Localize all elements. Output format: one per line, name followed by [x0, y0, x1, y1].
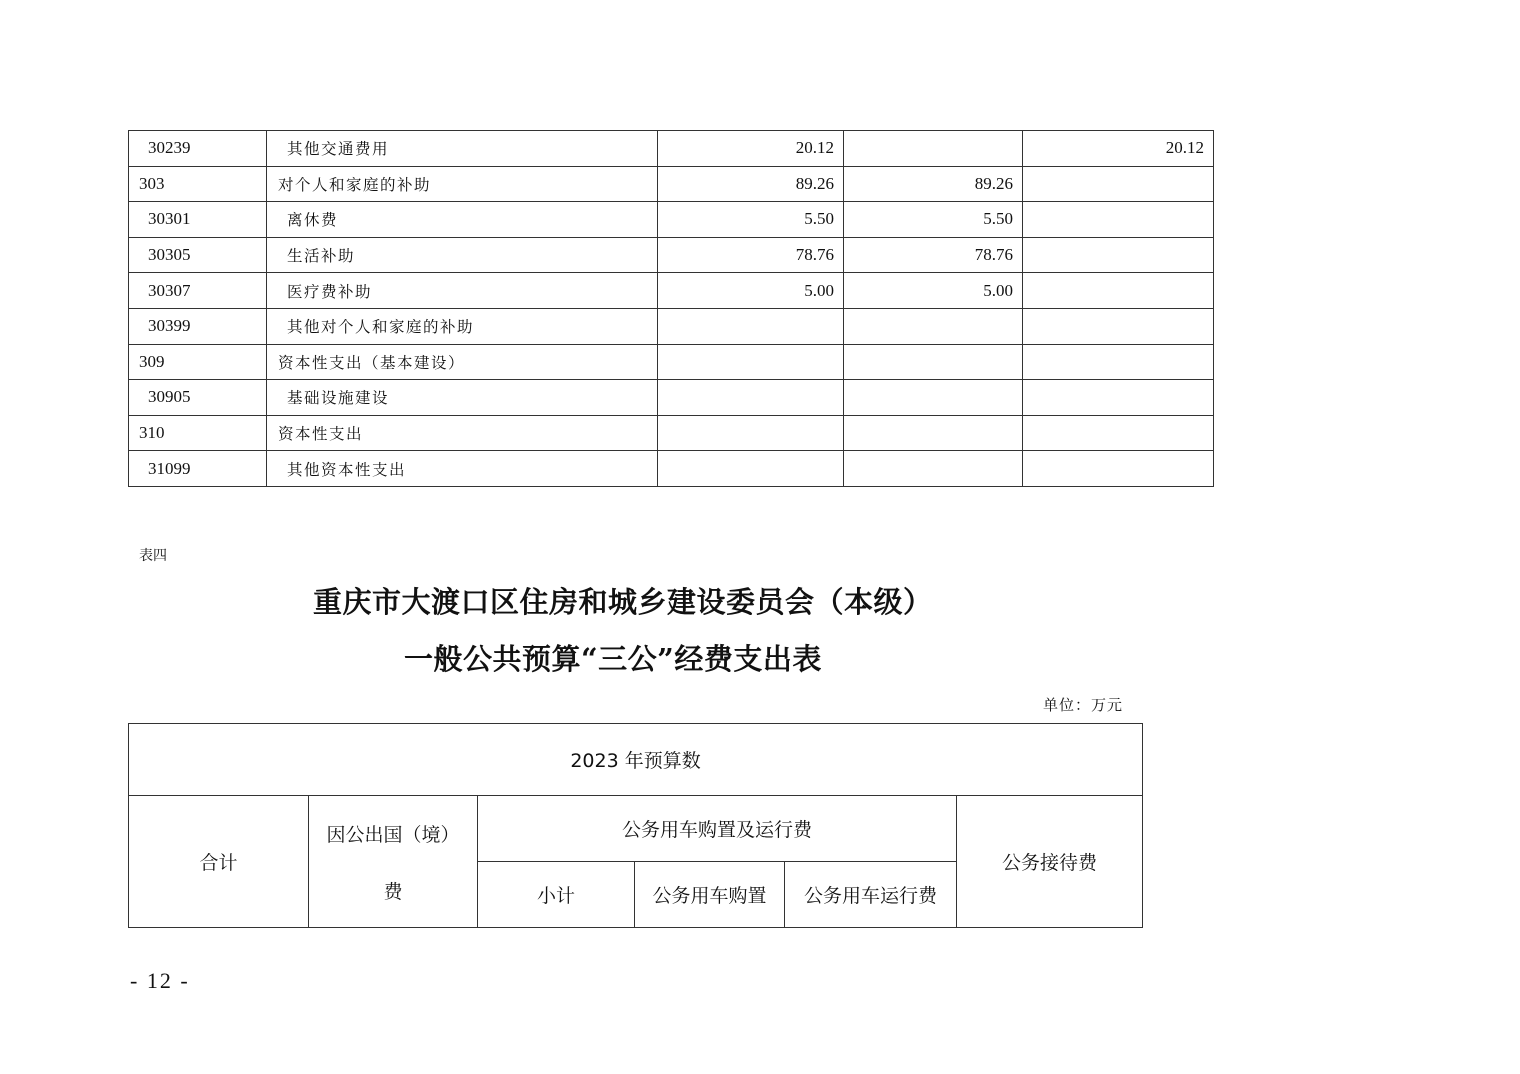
- row-basic: [844, 380, 1023, 416]
- row-total: 20.12: [658, 131, 844, 167]
- row-total: 5.50: [658, 202, 844, 238]
- page-number: - 12 -: [130, 968, 190, 993]
- row-basic: 89.26: [844, 166, 1023, 202]
- col-reception: 公务接待费: [957, 796, 1143, 928]
- row-total: 89.26: [658, 166, 844, 202]
- row-code: 309: [129, 344, 267, 380]
- row-name: 资本性支出: [267, 415, 658, 451]
- row-name: 生活补助: [267, 237, 658, 273]
- row-basic: [844, 308, 1023, 344]
- table-row: [129, 344, 1214, 380]
- row-project: [1023, 237, 1214, 273]
- table-row: [129, 380, 1214, 416]
- row-basic: [844, 415, 1023, 451]
- row-name: 其他对个人和家庭的补助: [267, 308, 658, 344]
- row-basic: 5.50: [844, 202, 1023, 238]
- row-project: [1023, 202, 1214, 238]
- table-row: [129, 308, 1214, 344]
- row-project: [1023, 344, 1214, 380]
- row-project: [1023, 415, 1214, 451]
- col-total: 合计: [129, 796, 309, 928]
- table-row: [129, 166, 1214, 202]
- table-row: [129, 273, 1214, 309]
- row-name: 对个人和家庭的补助: [267, 166, 658, 202]
- table-label: 表四: [139, 548, 167, 564]
- row-code: 310: [129, 415, 267, 451]
- col-vehicle-operation: 公务用车运行费: [785, 862, 957, 928]
- row-project: 20.12: [1023, 131, 1214, 167]
- page-title-line1: 重庆市大渡口区住房和城乡建设委员会（本级）: [313, 585, 933, 619]
- row-code: 30305: [129, 237, 267, 273]
- row-code: 30905: [129, 380, 267, 416]
- row-name: 资本性支出（基本建设）: [267, 344, 658, 380]
- row-basic: [844, 451, 1023, 487]
- row-project: [1023, 308, 1214, 344]
- row-code: 30239: [129, 131, 267, 167]
- col-vehicle: 公务用车购置及运行费: [478, 796, 957, 862]
- row-name: 其他交通费用: [267, 131, 658, 167]
- row-basic: 78.76: [844, 237, 1023, 273]
- page-title-line2: 一般公共预算“三公”经费支出表: [404, 642, 822, 676]
- table-row: [129, 237, 1214, 273]
- unit-label: 单位：万元: [1043, 696, 1124, 714]
- row-name: 离休费: [267, 202, 658, 238]
- table-row: [129, 131, 1214, 167]
- col-vehicle-purchase: 公务用车购置: [635, 862, 785, 928]
- row-project: [1023, 166, 1214, 202]
- row-project: [1023, 273, 1214, 309]
- row-total: [658, 380, 844, 416]
- table-row: [129, 451, 1214, 487]
- row-name: 基础设施建设: [267, 380, 658, 416]
- row-project: [1023, 380, 1214, 416]
- row-total: 78.76: [658, 237, 844, 273]
- row-code: 30301: [129, 202, 267, 238]
- table-row: [129, 202, 1214, 238]
- row-project: [1023, 451, 1214, 487]
- row-total: [658, 308, 844, 344]
- row-total: [658, 415, 844, 451]
- row-code: 30307: [129, 273, 267, 309]
- col-abroad: [309, 796, 478, 928]
- row-basic: [844, 131, 1023, 167]
- col-vehicle-subtotal: 小计: [478, 862, 635, 928]
- row-total: 5.00: [658, 273, 844, 309]
- row-code: 31099: [129, 451, 267, 487]
- row-total: [658, 344, 844, 380]
- row-basic: [844, 344, 1023, 380]
- expense-continuation-table: [128, 130, 1214, 487]
- row-name: 医疗费补助: [267, 273, 658, 309]
- col-abroad-line2: 费: [383, 880, 403, 903]
- row-name: 其他资本性支出: [267, 451, 658, 487]
- row-code: 303: [129, 166, 267, 202]
- sangong-expense-table: [128, 723, 1143, 928]
- row-code: 30399: [129, 308, 267, 344]
- col-abroad-line1: 因公出国（境）: [326, 823, 460, 846]
- header-year: 2023 年预算数: [129, 724, 1143, 796]
- table-row: [129, 415, 1214, 451]
- row-total: [658, 451, 844, 487]
- row-basic: 5.00: [844, 273, 1023, 309]
